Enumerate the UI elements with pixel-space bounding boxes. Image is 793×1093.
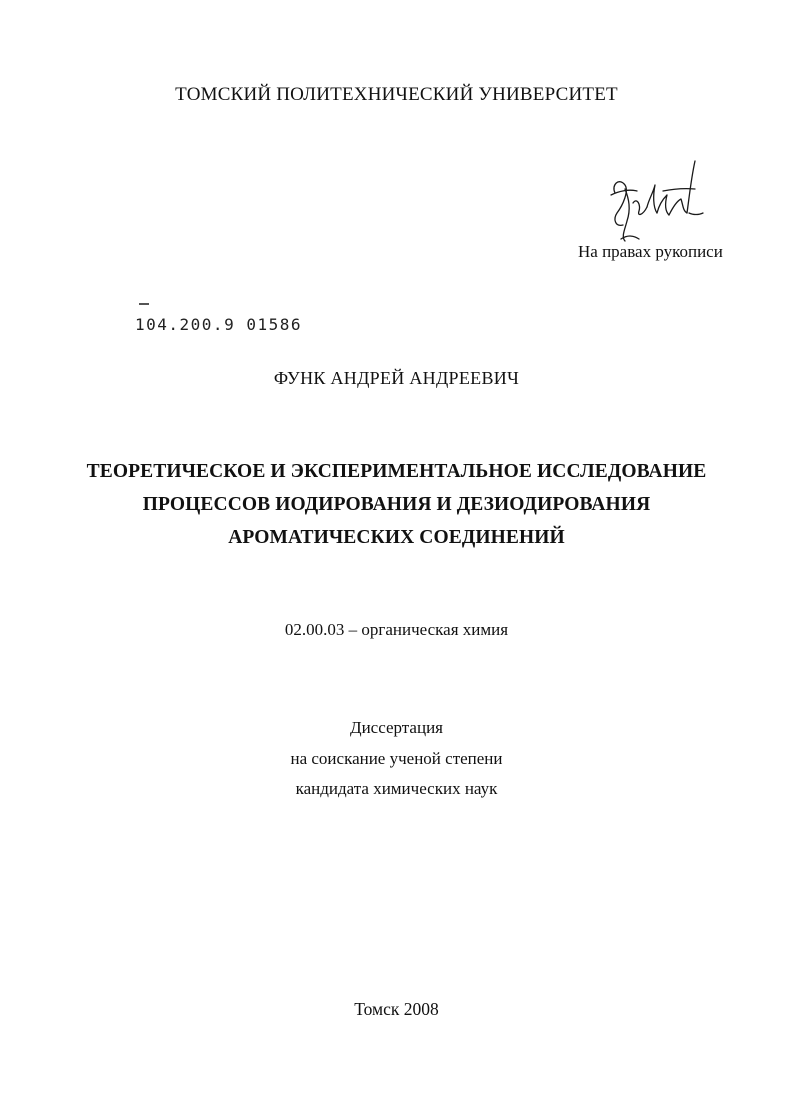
handwritten-signature (603, 155, 713, 255)
registration-mark (139, 303, 149, 305)
manuscript-note: На правах рукописи (578, 242, 723, 261)
degree-line-3: кандидата химических наук (295, 779, 498, 798)
registration-number: 104.200.9 01586 (135, 315, 302, 334)
specialty-code: 02.00.03 – органическая химия (284, 620, 509, 639)
degree-line-2: на соискание ученой степени (290, 748, 503, 768)
author-name: ФУНК АНДРЕЙ АНДРЕЕВИЧ (273, 368, 520, 388)
degree-statement (0, 713, 793, 805)
city-year: Томск 2008 (354, 999, 439, 1019)
degree-line-1: Диссертация (349, 718, 443, 737)
dissertation-title (0, 455, 793, 554)
title-line-2: ПРОЦЕССОВ ИОДИРОВАНИЯ И ДЕЗИОДИРОВАНИЯ (142, 494, 651, 515)
title-line-1: ТЕОРЕТИЧЕСКОЕ И ЭКСПЕРИМЕНТАЛЬНОЕ ИССЛЕДОВАНИЕ (86, 461, 707, 482)
title-line-3: АРОМАТИЧЕСКИХ СОЕДИНЕНИЙ (228, 527, 565, 548)
university-name: ТОМСКИЙ ПОЛИТЕХНИЧЕСКИЙ УНИВЕРСИТЕТ (175, 84, 618, 105)
